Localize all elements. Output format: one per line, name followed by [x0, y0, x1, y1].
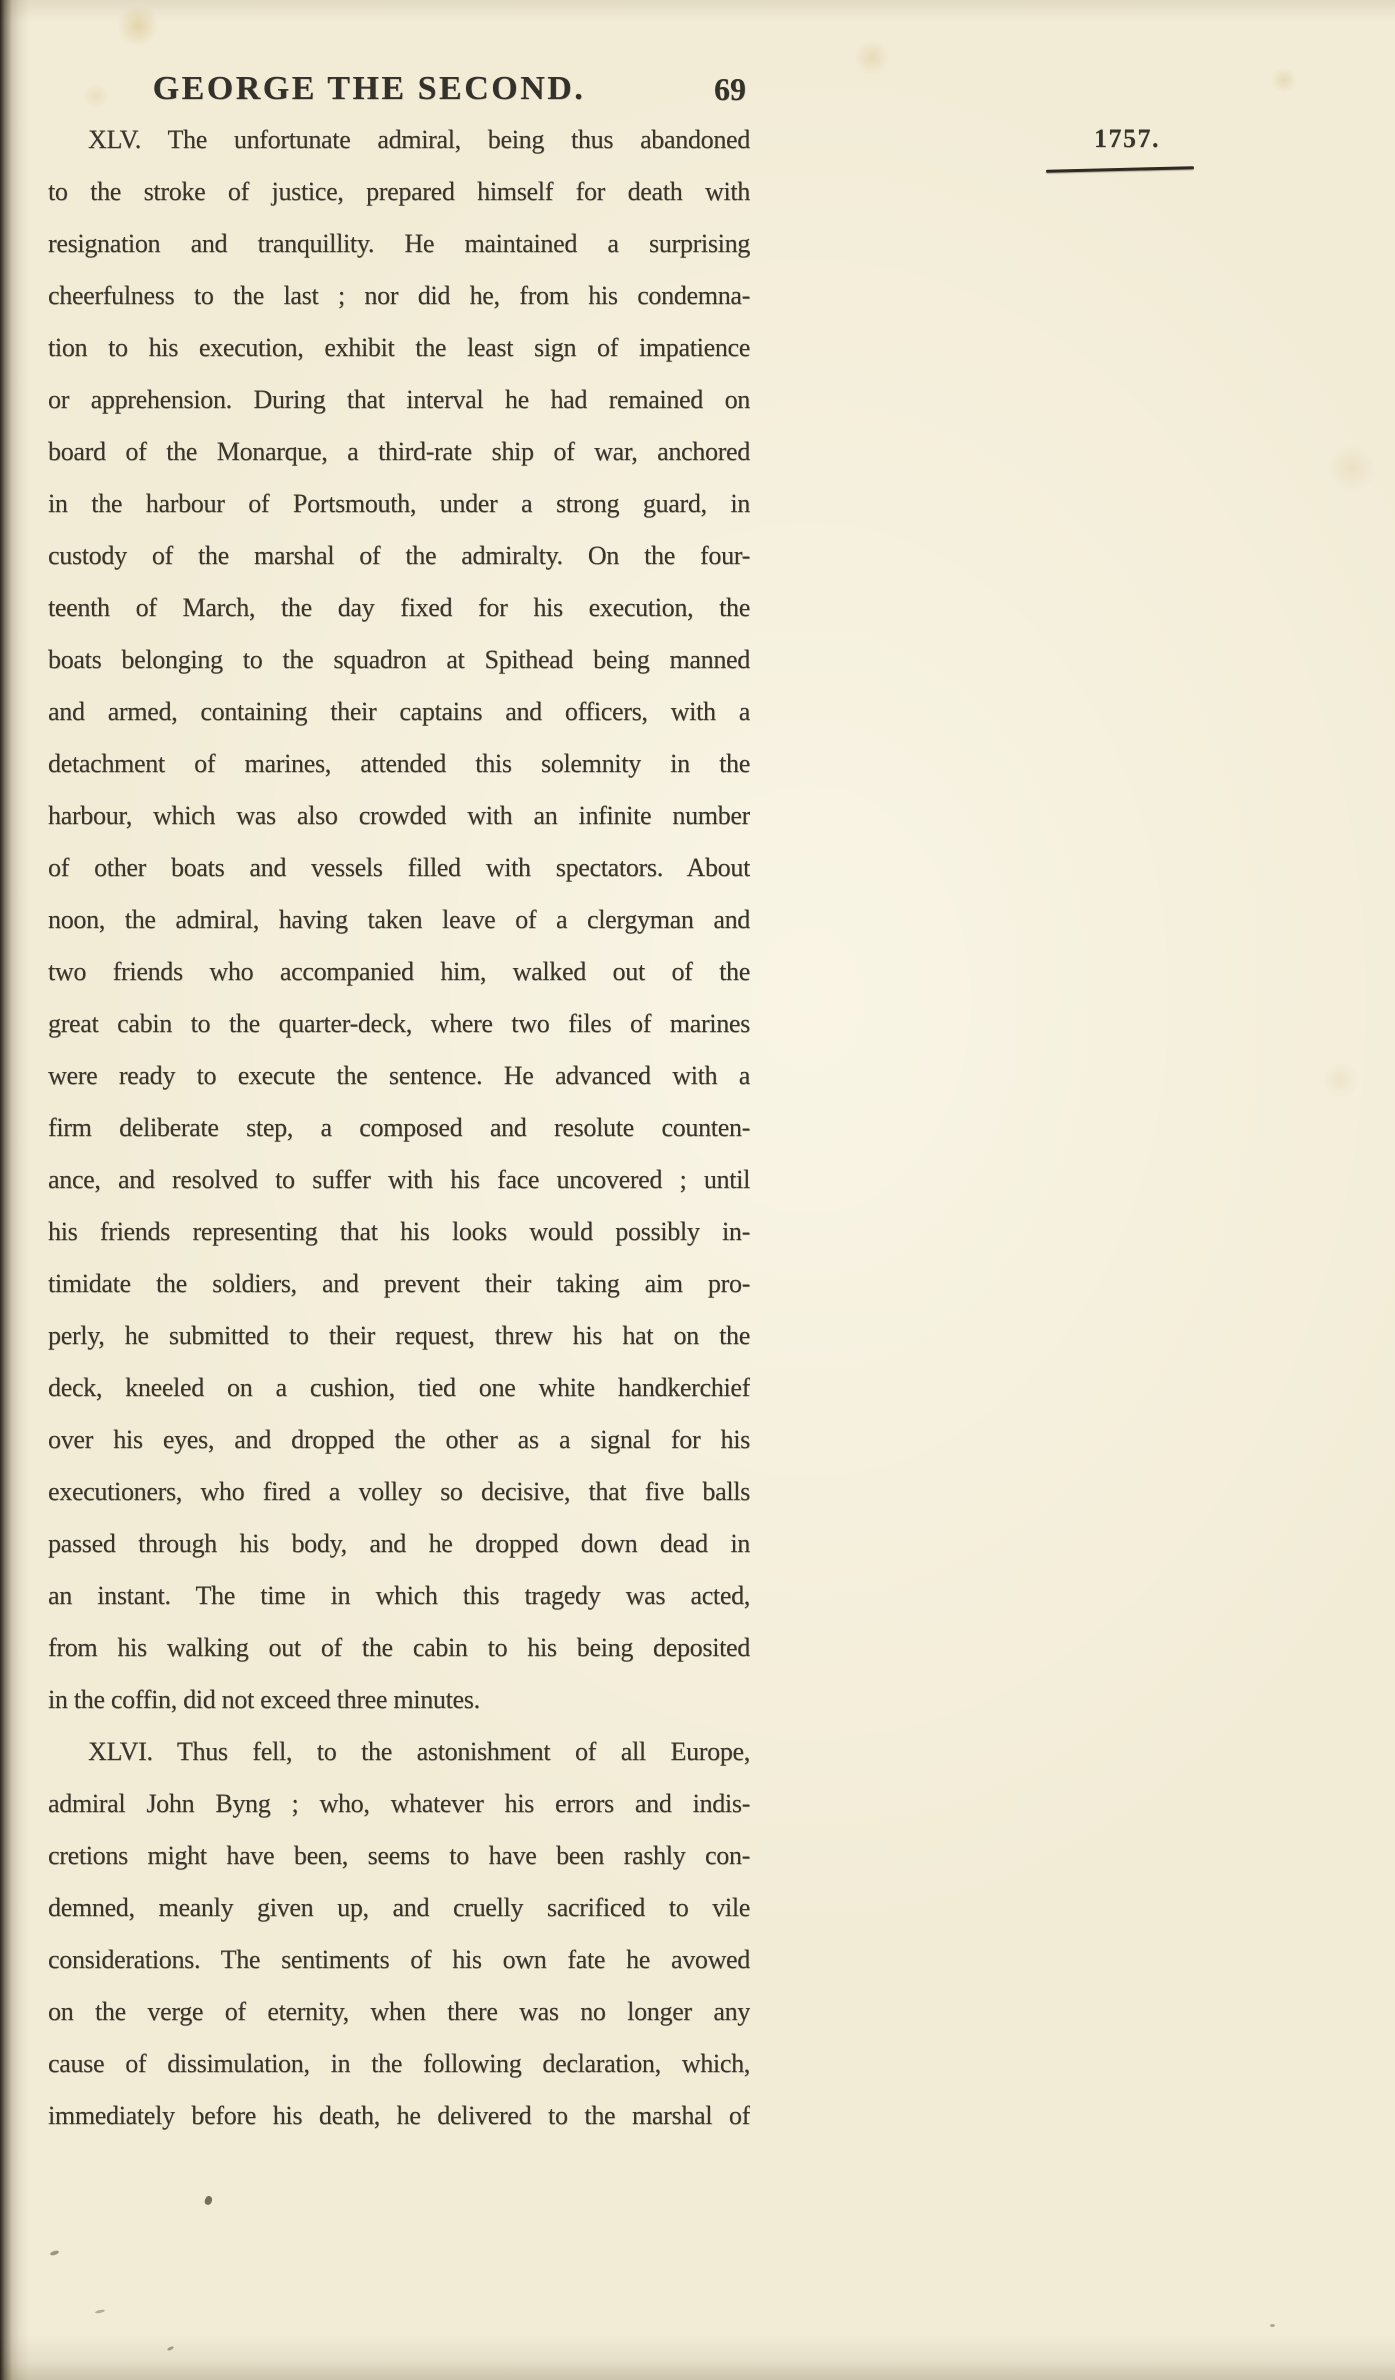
text-line: an instant. The time in which this tragedy was acted, — [48, 1581, 750, 1610]
paragraph-xlvi — [48, 1726, 750, 2142]
text-line: XLVI. Thus fell, to the astonishment of all Europe, — [88, 1737, 750, 1766]
text-line: board of the Monarque, a third-rate ship of war, anchored — [48, 437, 750, 466]
text-line: firm deliberate step, a composed and resolute counten- — [48, 1113, 750, 1142]
text-line: or apprehension. During that interval he had remained on — [48, 385, 750, 414]
text-line: cheerfulness to the last ; nor did he, from his condemna- — [48, 281, 750, 310]
text-line: resignation and tranquillity. He maintained a surprising — [48, 229, 750, 258]
text-line: detachment of marines, attended this solemnity in the — [48, 749, 750, 778]
text-line: timidate the soldiers, and prevent their taking aim pro- — [48, 1269, 750, 1298]
running-header-title: GEORGE THE SECOND. — [152, 70, 586, 107]
text-line: executioners, who fired a volley so decisive, that five balls — [48, 1477, 750, 1506]
text-line: over his eyes, and dropped the other as a signal for his — [48, 1425, 750, 1454]
paragraph-xlv — [48, 114, 750, 1726]
text-line: demned, meanly given up, and cruelly sacrificed to vile — [48, 1893, 750, 1922]
text-line: on the verge of eternity, when there was no longer any — [48, 1997, 750, 2026]
text-line: deck, kneeled on a cushion, tied one white handkerchief — [48, 1373, 750, 1402]
text-line: two friends who accompanied him, walked out of the — [48, 957, 750, 986]
text-line: from his walking out of the cabin to his being deposited — [48, 1633, 750, 1662]
text-line: admiral John Byng ; who, whatever his errors and indis- — [48, 1789, 750, 1818]
paper-speck — [203, 2195, 213, 2206]
text-line: teenth of March, the day fixed for his execution, the — [48, 593, 750, 622]
text-line: boats belonging to the squadron at Spithead being manned — [48, 645, 750, 674]
text-line: ance, and resolved to suffer with his face uncovered ; until — [48, 1165, 750, 1194]
text-line: perly, he submitted to their request, threw his hat on the — [48, 1321, 750, 1350]
margin-rule — [1046, 166, 1194, 173]
text-line: great cabin to the quarter-deck, where two files of marines — [48, 1009, 750, 1038]
margin-year-note: 1757. — [1094, 124, 1160, 153]
text-line: XLV. The unfortunate admiral, being thus abandoned — [88, 125, 750, 154]
text-line: harbour, which was also crowded with an infinite number — [48, 801, 750, 830]
text-line: cause of dissimulation, in the following declaration, which, — [48, 2049, 750, 2078]
text-line: immediately before his death, he delivered to the marshal of — [48, 2101, 750, 2130]
text-line: and armed, containing their captains and officers, with a — [48, 697, 750, 726]
page-number: 69 — [714, 71, 746, 107]
running-header — [48, 70, 750, 114]
paper-speck — [50, 2250, 60, 2257]
text-line: to the stroke of justice, prepared himself for death with — [48, 177, 750, 206]
text-line: considerations. The sentiments of his own fate he avowed — [48, 1945, 750, 1974]
body-text — [48, 114, 750, 2142]
paper-speck — [167, 2346, 175, 2352]
text-line: custody of the marshal of the admiralty. On the four- — [48, 541, 750, 570]
paper-speck — [95, 2309, 105, 2314]
text-line: in the harbour of Portsmouth, under a strong guard, in — [48, 489, 750, 518]
text-line: cretions might have been, seems to have been rashly con- — [48, 1841, 750, 1870]
text-line: tion to his execution, exhibit the least sign of impatience — [48, 333, 750, 362]
paper-speck — [1270, 2324, 1275, 2327]
text-line: noon, the admiral, having taken leave of a clergyman and — [48, 905, 750, 934]
text-line: of other boats and vessels filled with spectators. About — [48, 853, 750, 882]
text-line: his friends representing that his looks would possibly in- — [48, 1217, 750, 1246]
text-line: were ready to execute the sentence. He advanced with a — [48, 1061, 750, 1090]
text-line: passed through his body, and he dropped down dead in — [48, 1529, 750, 1558]
text-line: in the coffin, did not exceed three minutes. — [48, 1685, 480, 1714]
